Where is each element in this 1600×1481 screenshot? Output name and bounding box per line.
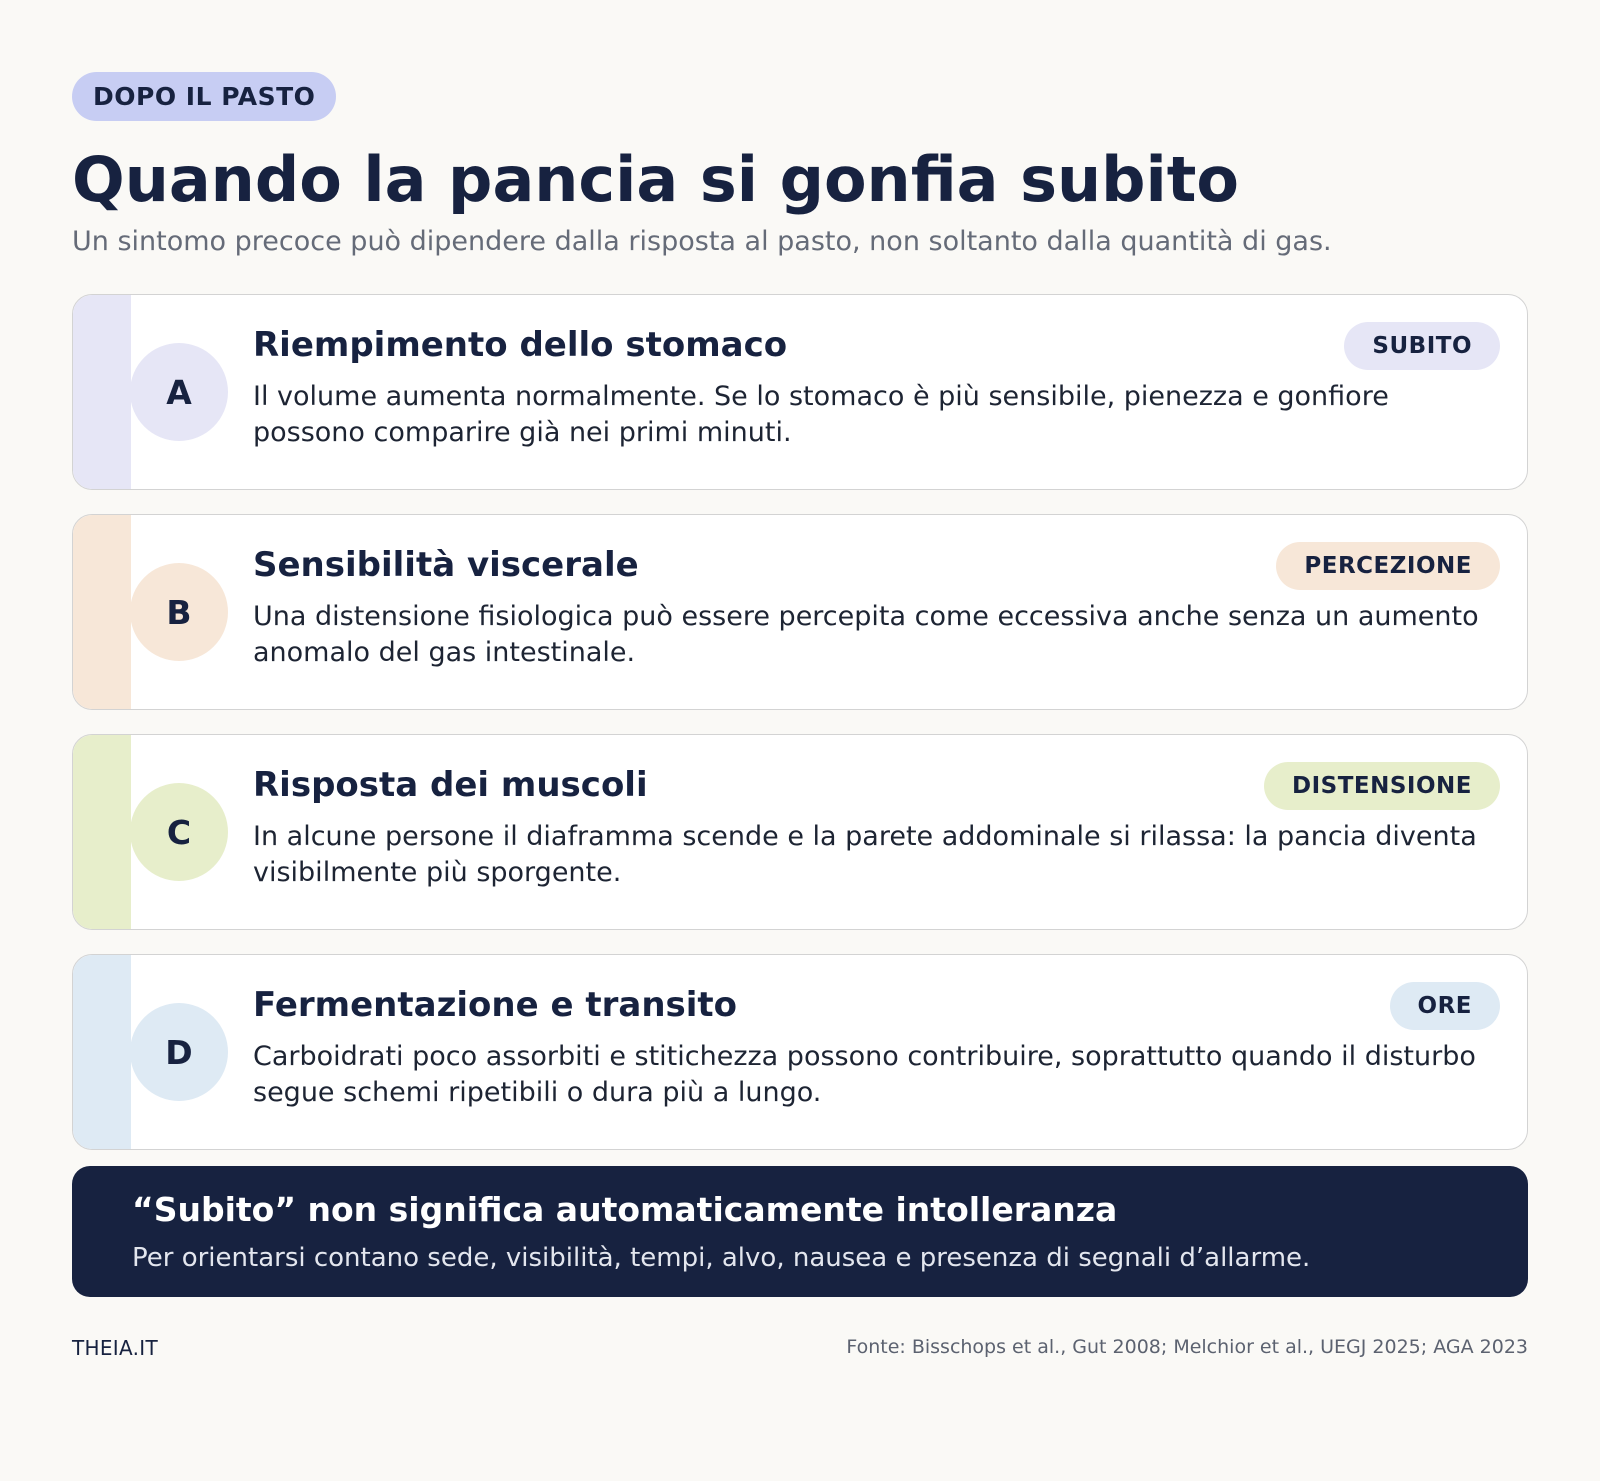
card-visceral-sensitivity [72, 514, 1528, 710]
card-tag: PERCEZIONE [1276, 542, 1500, 590]
card-body: In alcune persone il diaframma scende e la parete addominale si rilassa: la pancia diventa visibilmente più sporgente. [253, 821, 1477, 888]
card-body: Carboidrati poco assorbiti e stitichezza possono contribuire, soprattutto quando il disturbo segue schemi ripetibili o dura più a lungo. [253, 1041, 1476, 1108]
card-letter-badge: A [130, 343, 228, 441]
card-accent-strip [73, 515, 131, 709]
footer-brand: THEIA.IT [72, 1336, 158, 1360]
card-body: Il volume aumenta normalmente. Se lo stomaco è più sensibile, pienezza e gonfiore possono comparire già nei primi minuti. [253, 381, 1389, 448]
card-muscle-response [72, 734, 1528, 930]
card-body: Una distensione fisiologica può essere percepita come eccessiva anche senza un aumento anomalo del gas intestinale. [253, 601, 1479, 668]
key-message-title: “Subito” non significa automaticamente intolleranza [132, 1190, 1118, 1229]
category-badge: DOPO IL PASTO [72, 72, 336, 121]
card-heading: Sensibilità viscerale [253, 545, 639, 585]
card-accent-strip [73, 295, 131, 489]
card-letter-badge: C [130, 783, 228, 881]
card-accent-strip [73, 735, 131, 929]
card-stomach-filling [72, 294, 1528, 490]
card-tag: DISTENSIONE [1264, 762, 1500, 810]
key-message-text: Per orientarsi contano sede, visibilità, tempi, alvo, nausea e presenza di segnali d’allarme. [132, 1243, 1311, 1273]
page-subtitle: Un sintomo precoce può dipendere dalla risposta al pasto, non soltanto dalla quantità di gas. [72, 226, 1332, 257]
card-heading: Riempimento dello stomaco [253, 325, 788, 365]
key-message-box [72, 1166, 1528, 1297]
card-tag: SUBITO [1344, 322, 1500, 370]
card-heading: Fermentazione e transito [253, 985, 738, 1025]
card-heading: Risposta dei muscoli [253, 765, 648, 805]
card-letter-badge: B [130, 563, 228, 661]
footer-source: Fonte: Bisschops et al., Gut 2008; Melchior et al., UEGJ 2025; AGA 2023 [846, 1336, 1528, 1358]
page-title: Quando la pancia si gonfia subito [72, 143, 1239, 216]
card-fermentation-transit [72, 954, 1528, 1150]
card-tag: ORE [1390, 982, 1500, 1030]
card-accent-strip [73, 955, 131, 1149]
card-letter-badge: D [130, 1003, 228, 1101]
